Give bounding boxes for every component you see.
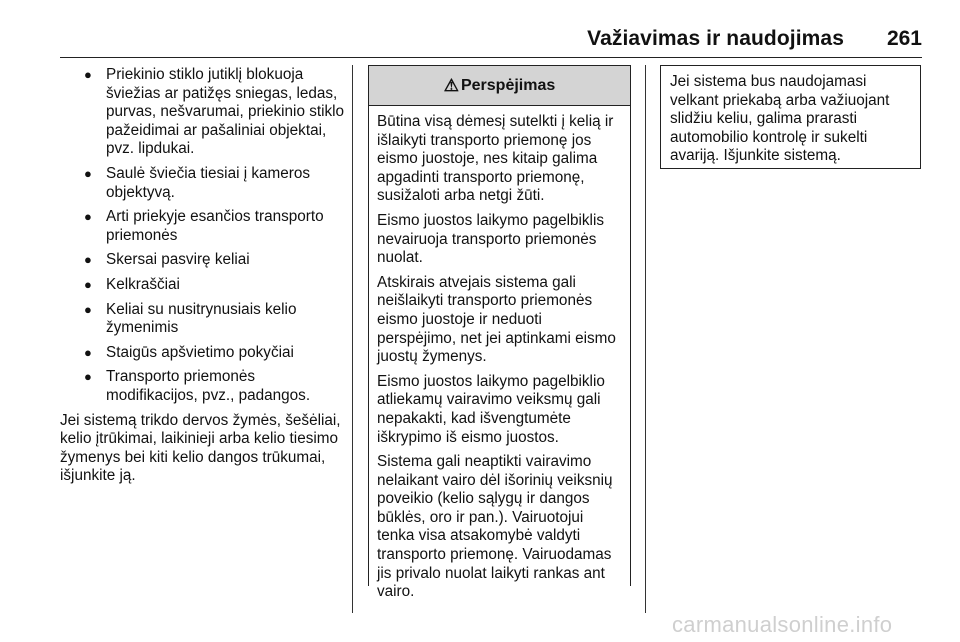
body-paragraph: Jei sistemą trikdo dervos žymės, šešėliai, kelio įtrūkimai, laikinieji arba kelio tiesimo žymenys bei kiti kelio dangos trūkumai, išjunkite ją. [60, 411, 341, 485]
bullet-icon: ● [84, 67, 92, 82]
left-column [60, 66, 348, 486]
bullet-icon: ● [84, 276, 92, 292]
column-divider [645, 65, 646, 613]
note-box [660, 65, 921, 169]
warning-body [369, 106, 630, 602]
warning-paragraph: Sistema gali neaptikti vairavimo nelaikant vairo dėl išorinių veiksnių poveikio (kelio sąlygų ir dangos būklės, oro ir pan.). Vairuotojui tenka visa atsakomybė valdyti transporto priemonę. Vairuodamas jis privalo nuolat laikyti rankas ant vairo. [377, 453, 613, 601]
warning-paragraph: Atskirais atvejais sistema gali neišlaikyti transporto priemonės eismo juostoje ir neduoti perspėjimo, net jei aptinkami eismo juostų žymenys. [377, 273, 616, 366]
list-item: ● Transporto priemonės modifikacijos, pvz., padangos. [84, 368, 311, 404]
bullet-icon: ● [84, 252, 92, 268]
list-item: ● Kelkraščiai [84, 275, 180, 293]
warning-header [369, 66, 630, 106]
watermark: carmanualsonline.info [672, 612, 893, 637]
note-text: Jei sistema bus naudojamasi velkant priekabą arba važiuojant slidžiu keliu, galima prarasti automobilio kontrolę ir sukelti avariją. Išjunkite sistemą. [670, 73, 890, 165]
warning-triangle-icon: ⚠ [443, 75, 459, 95]
page-header [60, 25, 922, 58]
column-divider [352, 65, 353, 613]
list-item: ● Arti priekyje esančios transporto priemonės [84, 208, 324, 244]
page-number: 261 [886, 27, 922, 50]
bullet-icon: ● [84, 344, 92, 360]
header-title: Važiavimas ir naudojimas [587, 27, 844, 50]
bullet-list [60, 66, 348, 406]
list-item: ● Priekinio stiklo jutiklį blokuoja šviežias ar patižęs sniegas, ledas, purvas, nešvarumai, priekinio stiklo pažeidimai ar pašaliniai objektai, pvz. lipdukai. [84, 66, 345, 158]
list-item: ● Skersai pasvirę keliai [84, 251, 250, 269]
warning-title: Perspėjimas [460, 76, 556, 94]
warning-paragraph: Eismo juostos laikymo pagelbiklis nevairuoja transporto priemonės nuolat. [377, 211, 604, 267]
bullet-icon: ● [84, 209, 92, 225]
bullet-icon: ● [84, 301, 92, 317]
warning-paragraph: Eismo juostos laikymo pagelbiklio atliekamų vairavimo veiksmų gali nepakakti, kad išvengtumėte iškrypimo iš eismo juostos. [377, 372, 605, 446]
list-item: ● Saulė šviečia tiesiai į kameros objektyvą. [84, 164, 311, 201]
list-item: ● Staigūs apšvietimo pokyčiai [84, 343, 294, 361]
bullet-icon: ● [84, 165, 92, 181]
bullet-icon: ● [84, 369, 92, 385]
warning-paragraph: Būtina visą dėmesį sutelkti į kelią ir išlaikyti transporto priemonę jos eismo juostoje, nes kitaip galima apgadinti transporto priemonę, susižaloti arba netgi žūti. [377, 113, 614, 205]
list-item: ● Keliai su nusitrynusiais kelio žymenimis [84, 300, 297, 337]
warning-box [368, 65, 631, 601]
